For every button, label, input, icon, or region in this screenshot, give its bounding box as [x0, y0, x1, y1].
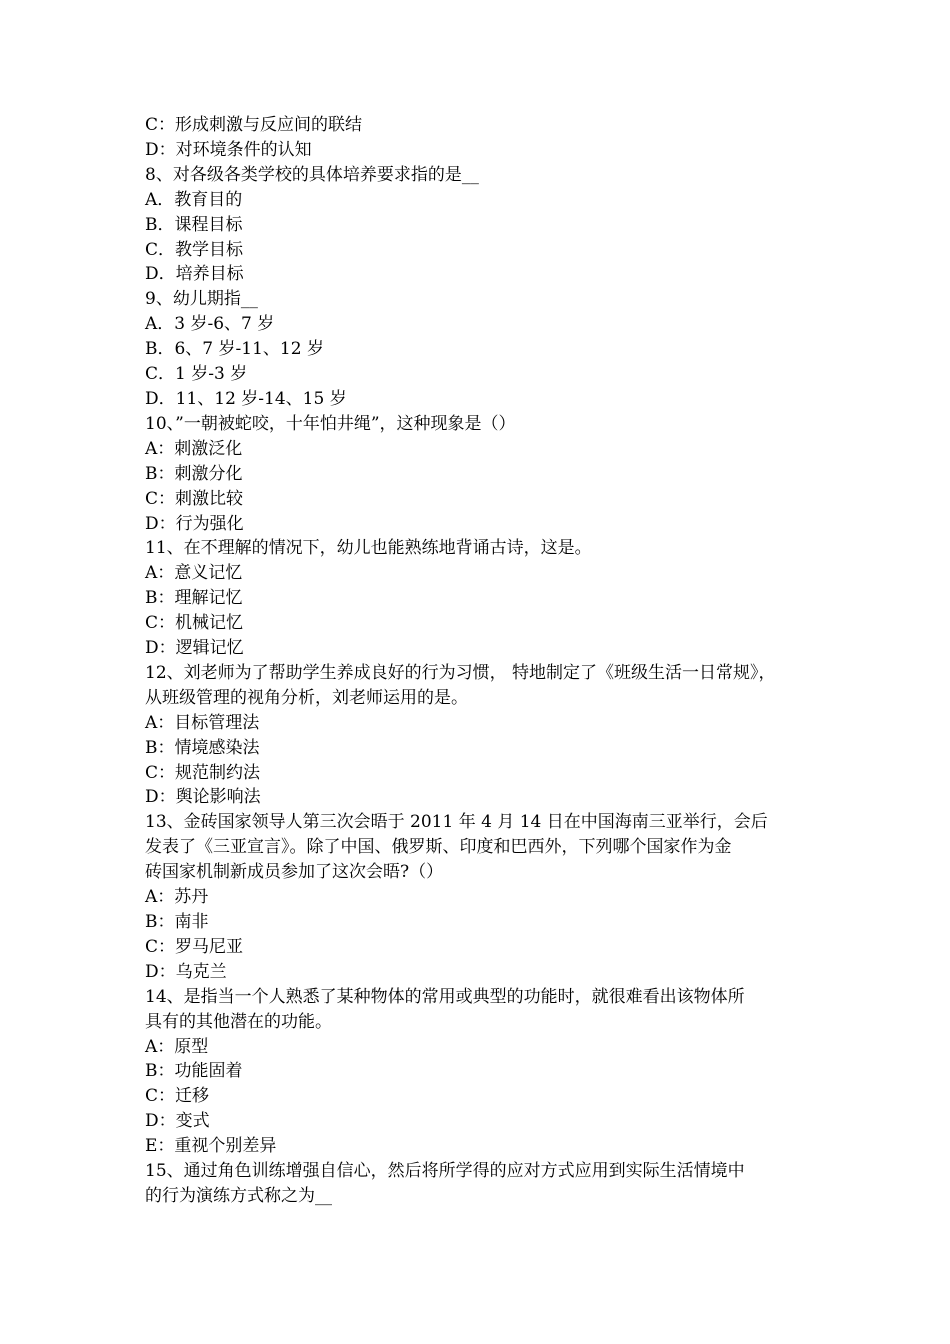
option-line: A：意义记忆 [145, 563, 243, 584]
option-line: B：刺激分化 [145, 463, 243, 484]
option-line: A：原型 [145, 1036, 209, 1057]
option-line: D．培养目标 [145, 264, 244, 285]
option-line: D：舆论影响法 [145, 787, 261, 808]
option-line: A：目标管理法 [145, 712, 260, 733]
option-line: C．1 岁-3 岁 [145, 364, 248, 385]
option-line: C．教学目标 [145, 239, 244, 260]
question-line: 发表了《三亚宣言》。除了中国、俄罗斯、印度和巴西外，下列哪个国家作为金 [145, 837, 732, 858]
option-line: D：变式 [145, 1111, 210, 1132]
option-line: B：理解记忆 [145, 588, 243, 609]
question-line: 13、金砖国家领导人第三次会晤于 2011 年 4 月 14 日在中国海南三亚举行，会后 [145, 812, 768, 833]
option-line: B：情境感染法 [145, 737, 260, 758]
question-line: 11、在不理解的情况下，幼儿也能熟练地背诵古诗，这是。 [145, 538, 592, 559]
question-line: 12、刘老师为了帮助学生养成良好的行为习惯， 特地制定了《班级生活一日常规》， [145, 662, 776, 683]
option-line: C：规范制约法 [145, 762, 261, 783]
option-line: D．11、12 岁-14、15 岁 [145, 388, 347, 409]
option-line: A．3 岁-6、7 岁 [145, 314, 275, 335]
option-line: C：机械记忆 [145, 613, 244, 634]
option-line: B：南非 [145, 912, 209, 932]
question-line: 10、”一朝被蛇咬，十年怕井绳”，这种现象是（） [145, 413, 516, 434]
option-line: A：苏丹 [145, 887, 209, 908]
document-body [145, 113, 810, 1209]
option-line: C：罗马尼亚 [145, 936, 244, 957]
question-line: 的行为演练方式称之为__ [145, 1185, 332, 1206]
question-line: 9、幼儿期指__ [145, 289, 258, 310]
question-line: 8、对各级各类学校的具体培养要求指的是__ [145, 164, 479, 185]
text-line: D：对环境条件的认知 [145, 139, 312, 160]
text-line: C：形成刺激与反应间的联结 [145, 115, 363, 135]
option-line: D：乌克兰 [145, 961, 227, 982]
option-line: A．教育目的 [145, 189, 243, 210]
option-line: D：行为强化 [145, 513, 244, 534]
option-line: A：刺激泛化 [145, 438, 243, 459]
question-line: 具有的其他潜在的功能。 [145, 1011, 332, 1032]
option-line: C：迁移 [145, 1086, 210, 1107]
option-line: B．课程目标 [145, 214, 243, 235]
option-line: E：重视个别差异 [145, 1136, 277, 1157]
question-line: 15、通过角色训练增强自信心，然后将所学得的应对方式应用到实际生活情境中 [145, 1161, 745, 1182]
question-line: 14、是指当一个人熟悉了某种物体的常用或典型的功能时，就很难看出该物体所 [145, 986, 745, 1007]
option-line: D：逻辑记忆 [145, 638, 244, 659]
option-line: C：刺激比较 [145, 488, 244, 509]
option-line: B：功能固着 [145, 1061, 243, 1082]
question-line: 从班级管理的视角分析，刘老师运用的是。 [145, 687, 468, 708]
question-line: 砖国家机制新成员参加了这次会晤?（） [145, 862, 444, 883]
option-line: B．6、7 岁-11、12 岁 [145, 339, 324, 360]
